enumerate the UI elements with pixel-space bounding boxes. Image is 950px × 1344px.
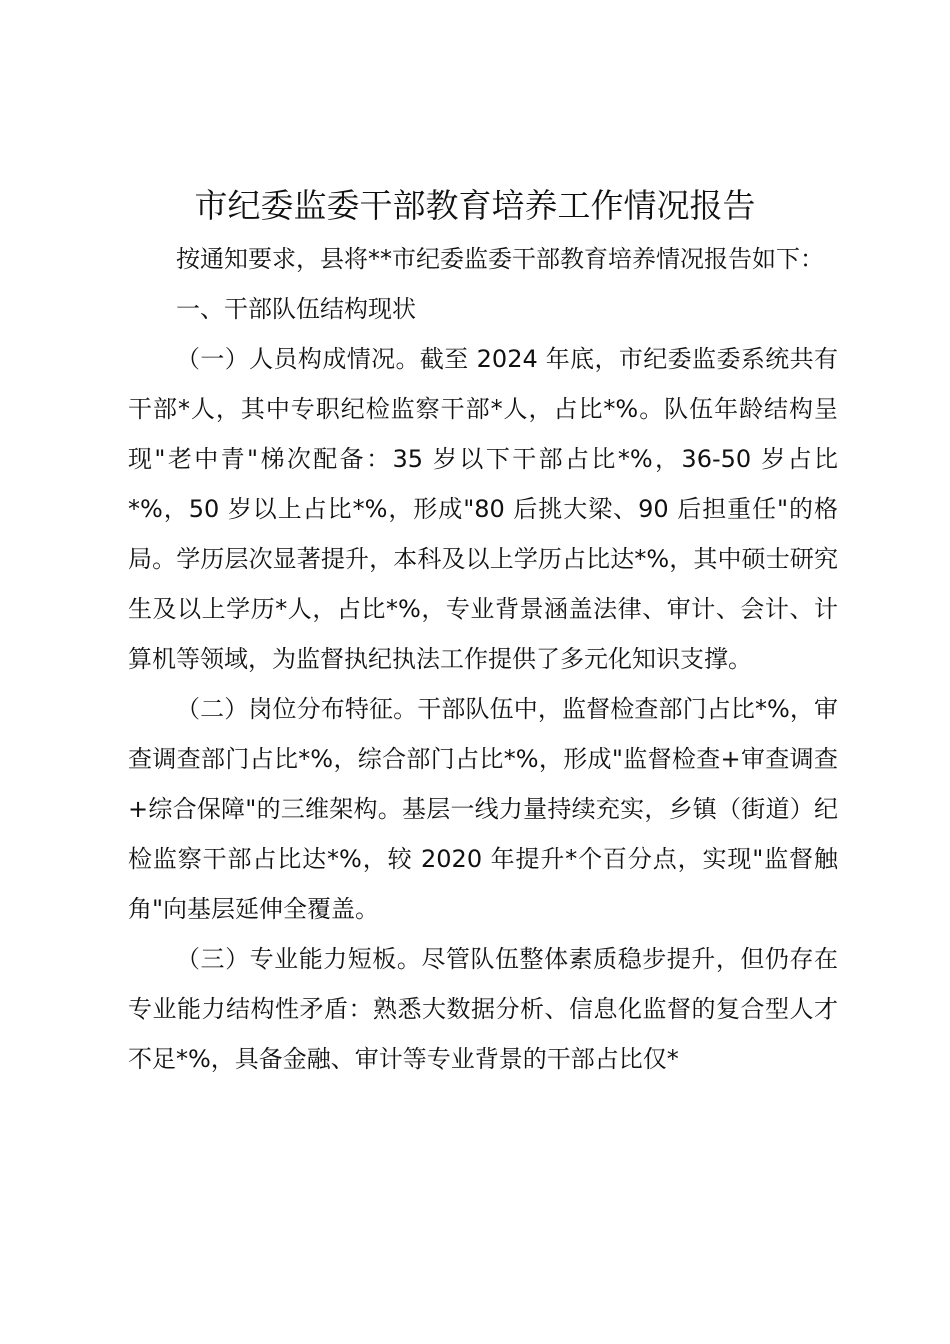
intro-paragraph: 按通知要求，县将**市纪委监委干部教育培养情况报告如下： — [176, 245, 824, 273]
paragraph-position-distribution: （二）岗位分布特征。干部队伍中，监督检查部门占比*%，审查调查部门占比*%，综合部门占比*%，形成"监督检查+审查调查+综合保障"的三维架构。基层一线力量持续充实，乡镇（街道）纪检监察干部占比达*%，较 2020 年提升*个百分点，实现"监督触角"向基层延伸全覆盖。 — [128, 695, 838, 923]
document-body — [128, 234, 838, 1084]
paragraph-professional-shortcomings: （三）专业能力短板。尽管队伍整体素质稳步提升，但仍存在专业能力结构性矛盾：熟悉大数据分析、信息化监督的复合型人才不足*%，具备金融、审计等专业背景的干部占比仅* — [128, 945, 838, 1073]
paragraph-personnel-composition: （一）人员构成情况。截至 2024 年底，市纪委监委系统共有干部*人，其中专职纪检监察干部*人，占比*%。队伍年龄结构呈现"老中青"梯次配备：35 岁以下干部占比*%，36-50 岁占比*%，50 岁以上占比*%，形成"80 后挑大梁、90 后担重任"的格局。学历层次显著提升，本科及以上学历占比达*%，其中硕士研究生及以上学历*人，占比*%，专业背景涵盖法律、审计、会计、计算机等领域，为监督执纪执法工作提供了多元化知识支撑。 — [128, 345, 838, 673]
section-heading: 一、干部队伍结构现状 — [176, 295, 416, 323]
document-title: 市纪委监委干部教育培养工作情况报告 — [194, 186, 756, 225]
